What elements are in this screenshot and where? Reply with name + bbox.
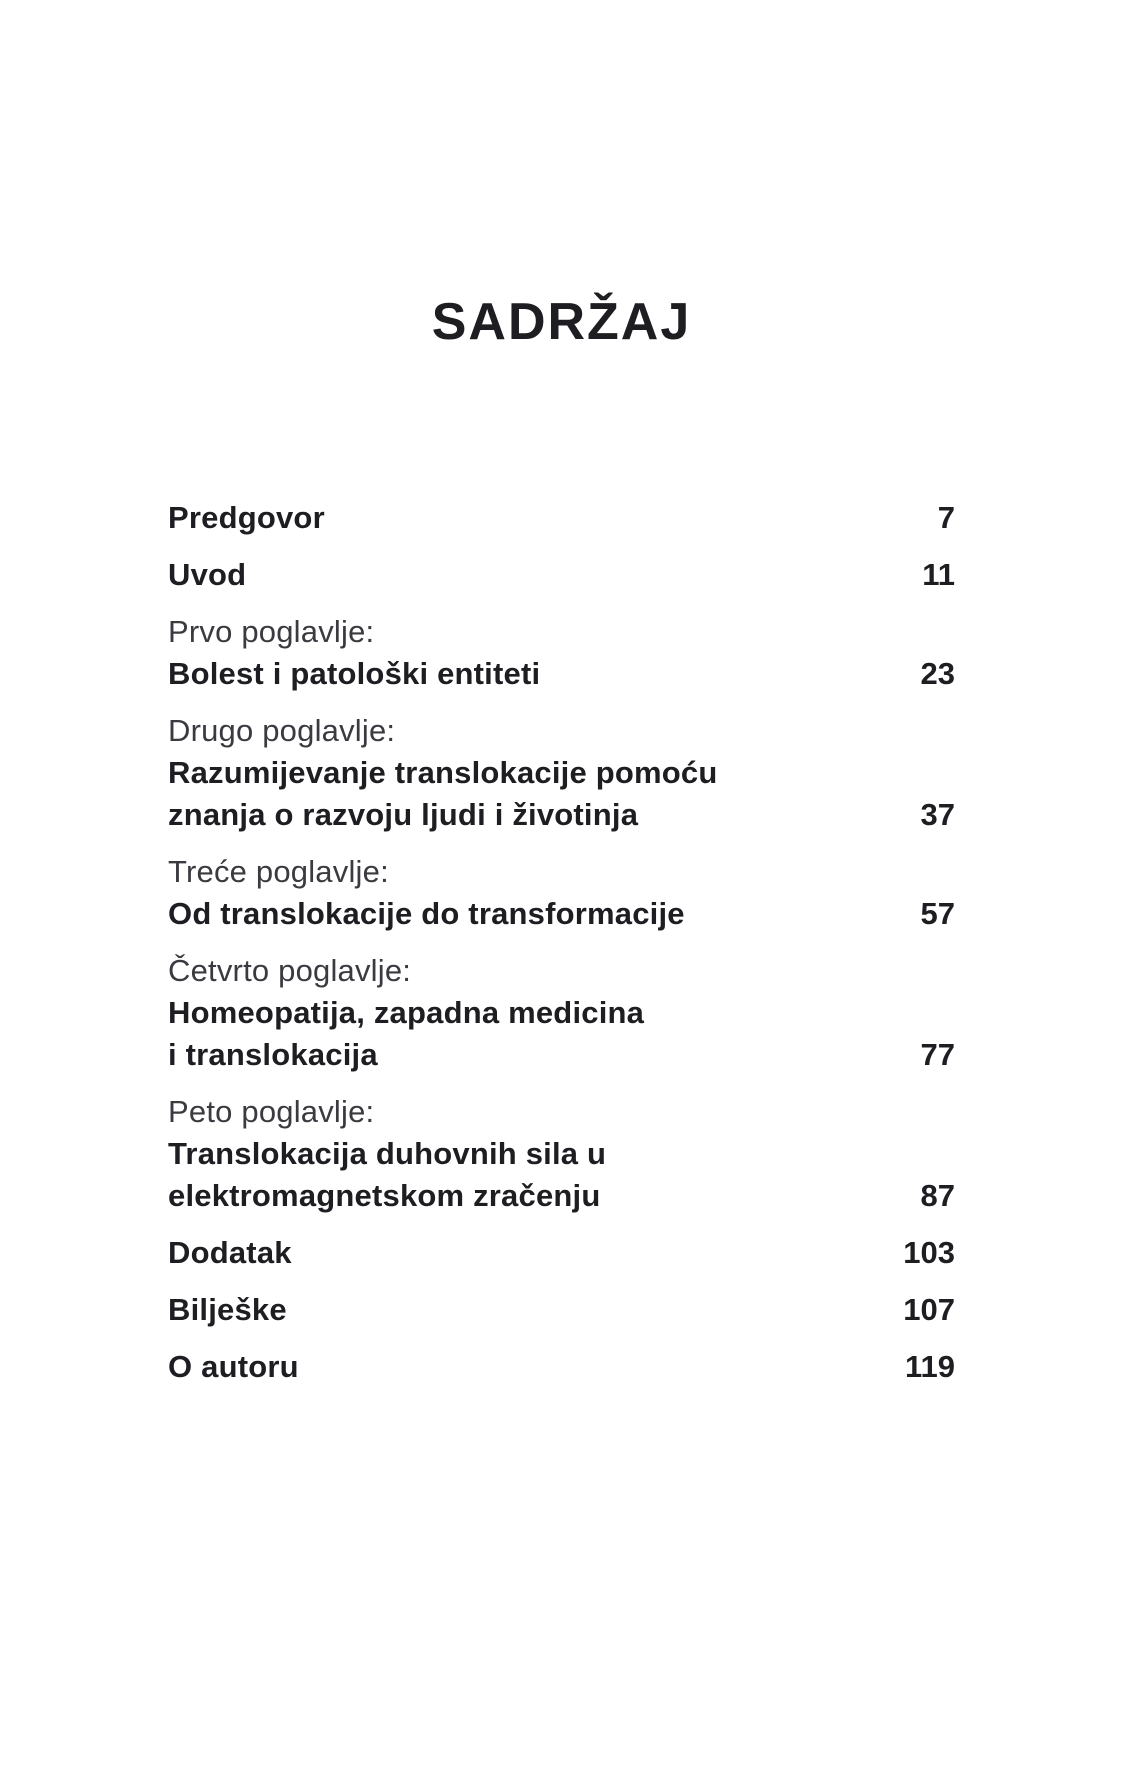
entry-title-line: Homeopatija, zapadna medicina <box>168 995 645 1030</box>
entry-title-line: elektromagnetskom zračenju <box>168 1178 601 1213</box>
page-number: 87 <box>920 1178 955 1213</box>
entry-title-line: znanja o razvoju ljudi i životinja <box>168 797 639 832</box>
entry-title-line: Dodatak <box>168 1235 292 1270</box>
toc-entry-drugo-poglavlje <box>168 710 955 836</box>
entry-title-line: Razumijevanje translokacije pomoću <box>168 755 718 790</box>
chapter-label: Prvo poglavlje: <box>168 614 375 649</box>
entry-title-line: i translokacija <box>168 1037 378 1072</box>
entry-title-line: Bolest i patološki entiteti <box>168 656 541 691</box>
chapter-label: Peto poglavlje: <box>168 1094 375 1129</box>
toc-entry-prvo-poglavlje <box>168 611 955 695</box>
entry-title-line: O autoru <box>168 1349 299 1384</box>
page-number: 119 <box>904 1349 955 1384</box>
toc-entry-predgovor <box>168 497 955 539</box>
page-number: 7 <box>937 500 955 535</box>
toc-entry-biljeske <box>168 1289 955 1331</box>
page-number: 23 <box>920 656 955 691</box>
toc-page <box>168 0 955 1403</box>
entry-title-line: Bilješke <box>168 1292 287 1327</box>
toc-entry-cetvrto-poglavlje <box>168 950 955 1076</box>
entry-title-line: Translokacija duhovnih sila u <box>168 1136 607 1171</box>
toc-entry-o-autoru <box>168 1346 955 1388</box>
page-number: 57 <box>920 896 955 931</box>
chapter-label: Četvrto poglavlje: <box>168 953 412 988</box>
toc-entry-uvod <box>168 554 955 596</box>
page-number: 37 <box>920 797 955 832</box>
toc-entry-dodatak <box>168 1232 955 1274</box>
entry-title-line: Predgovor <box>168 500 325 535</box>
page-title: SADRŽAJ <box>431 293 692 351</box>
page-number: 77 <box>920 1037 955 1072</box>
toc-entry-peto-poglavlje <box>168 1091 955 1217</box>
chapter-label: Treće poglavlje: <box>168 854 389 889</box>
toc-entry-trece-poglavlje <box>168 851 955 935</box>
chapter-label: Drugo poglavlje: <box>168 713 396 748</box>
page-number: 107 <box>903 1292 955 1327</box>
entry-title-line: Uvod <box>168 557 247 592</box>
table-of-contents <box>168 497 955 1388</box>
entry-title-line: Od translokacije do transformacije <box>168 896 685 931</box>
page-number: 103 <box>903 1235 955 1270</box>
page-number: 11 <box>922 557 955 592</box>
